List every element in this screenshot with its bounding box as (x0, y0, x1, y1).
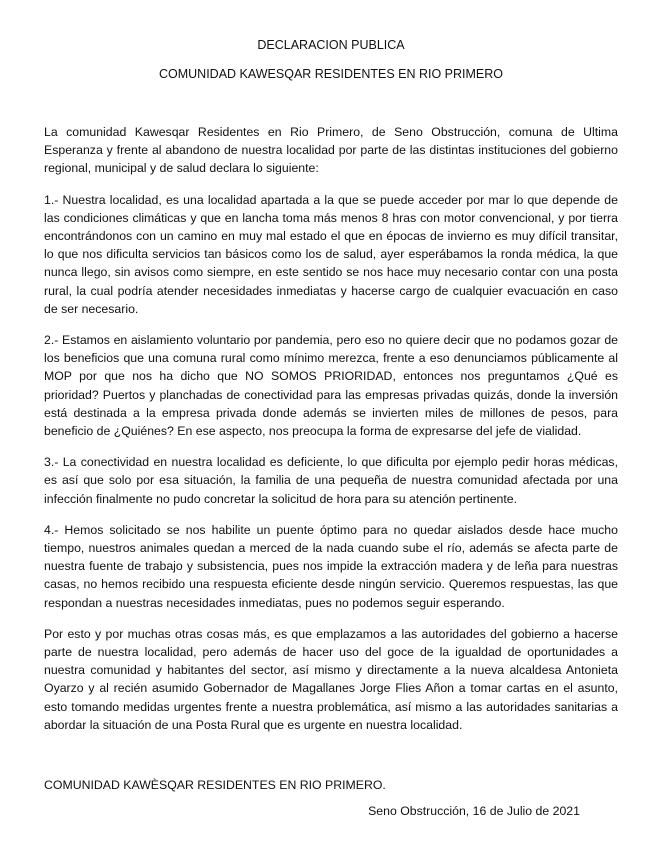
paragraph-point-1: 1.- Nuestra localidad, es una localidad apartada a la que se puede acceder por mar lo que depende de las condiciones climáticas y que en lancha toma más menos 8 hras con motor convencional, y por tierra encontrándonos con un camino en muy mal estado el que en épocas de invierno es muy difícil transitar, lo que nos dificulta servicios tan básicos como los de salud, ayer esperábamos la ronda médica, la que nunca llego, sin avisos como siempre, en este sentido se nos hace muy necesario contar con una posta rural, la cual podría atender necesidades inmediatas y hacerse cargo de cualquier evacuación en caso de ser necesario. (44, 192, 618, 316)
signature-line: COMUNIDAD KAWÈSQAR RESIDENTES EN RIO PRIMERO. (44, 778, 386, 792)
paragraph-point-3: 3.- La conectividad en nuestra localidad es deficiente, lo que dificulta por ejemplo pedir horas médicas, es así que solo por esa situación, la familia de una pequeña de nuestra comunidad afectada por una infección finalmente no pudo concretar la solicitud de hora para su atención pertinente. (44, 455, 618, 506)
place-date: Seno Obstrucción, 16 de Julio de 2021 (368, 804, 580, 818)
document-body (44, 123, 618, 747)
paragraph-closing: Por esto y por muchas otras cosas más, es que emplazamos a las autoridades del gobierno a hacerse parte de nuestra localidad, pero además de hacer uso del goce de la igualdad de oportunidades a nuestra comunidad y habitantes del sector, así mismo y directamente a la nueva alcaldesa Antonieta Oyarzo y al recién asumido Gobernador de Magallanes Jorge Flies Añon a tomar cartas en el asunto, esto tomando medidas urgentes frente a nuestra problemática, así mismo a las autoridades sanitarias a abordar la situación de una Posta Rural que es urgente en nuestra localidad. (44, 626, 618, 732)
document-title: DECLARACION PUBLICA (257, 38, 405, 52)
paragraph-point-2: 2.- Estamos en aislamiento voluntario por pandemia, pero eso no quiere decir que no podamos gozar de los beneficios que una comuna rural como mínimo merezca, frente a eso denunciamos públicamente al MOP por que nos ha dicho que NO SOMOS PRIORIDAD, entonces nos preguntamos ¿Qué es prioridad? Puertos y planchadas de conectividad para las empresas privadas quizás, donde la inversión está destinada a la empresa privada donde además se invierten miles de millones de pesos, para beneficio de ¿Quiénes? En ese aspecto, nos preocupa la forma de expresarse del jefe de vialidad. (44, 333, 618, 439)
paragraph-point-4: 4.- Hemos solicitado se nos habilite un puente óptimo para no quedar aislados desde hace mucho tiempo, nuestros animales quedan a merced de la nada cuando sube el río, además se afecta parte de nuestra fuente de trabajo y subsistencia, pues nos impide la extracción madera y de leña para nuestras casas, no hemos recibido una respuesta eficiente desde ningún servicio. Queremos respuestas, las que respondan a nuestras necesidades inmediatas, pues no podemos seguir esperando. (44, 522, 618, 610)
paragraph-intro: La comunidad Kawesqar Residentes en Rio Primero, de Seno Obstrucción, comuna de Ultima Esperanza y frente al abandono de nuestra localidad por parte de las distintas instituciones del gobierno regional, municipal y de salud declara lo siguiente: (44, 125, 618, 176)
document-subtitle: COMUNIDAD KAWESQAR RESIDENTES EN RIO PRIMERO (158, 67, 504, 81)
